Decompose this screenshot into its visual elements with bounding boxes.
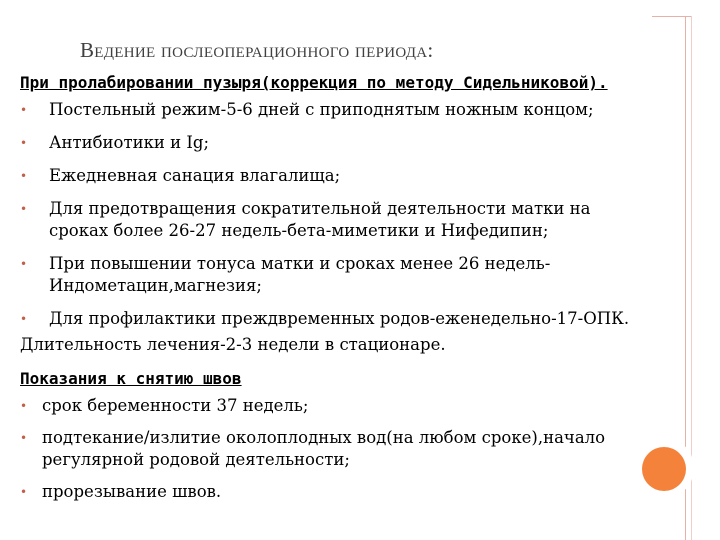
slide-content: [20, 72, 700, 513]
list-item: • Для профилактики преждвременных родов-еженедельно-17-ОПК.: [20, 309, 630, 328]
slide-title: Ведение послеоперационного периода:: [80, 38, 434, 62]
decorative-orange-circle: [642, 447, 686, 491]
section2-list: [20, 395, 700, 503]
list-item: • Для предотвращения сократительной деятельности матки на сроках более 26-27 недель-бета-миметики и Нифедипин;: [20, 199, 591, 240]
section1-heading: При пролабировании пузыря(коррекция по методу Сидельниковой).: [20, 73, 608, 92]
list-item: • подтекание/излитие околоплодных вод(на любом сроке),начало регулярной родовой деятельности;: [20, 428, 606, 469]
list-item: • Ежедневная санация влагалища;: [20, 166, 341, 185]
list-item: • При повышении тонуса матки и сроках менее 26 недель- Индометацин,магнезия;: [20, 254, 551, 295]
section2-heading: Показания к снятию швов: [20, 369, 242, 388]
frame-top-line: [652, 16, 692, 17]
list-item: • срок беременности 37 недель;: [20, 396, 309, 415]
duration-text: Длительность лечения-2-3 недели в стационаре.: [20, 335, 446, 354]
list-item: • Антибиотики и Ig;: [20, 133, 210, 152]
list-item: • прорезывание швов.: [20, 482, 222, 501]
section1-list: [20, 99, 700, 330]
list-item: • Постельный режим-5-6 дней с приподнятым ножным концом;: [20, 100, 594, 119]
